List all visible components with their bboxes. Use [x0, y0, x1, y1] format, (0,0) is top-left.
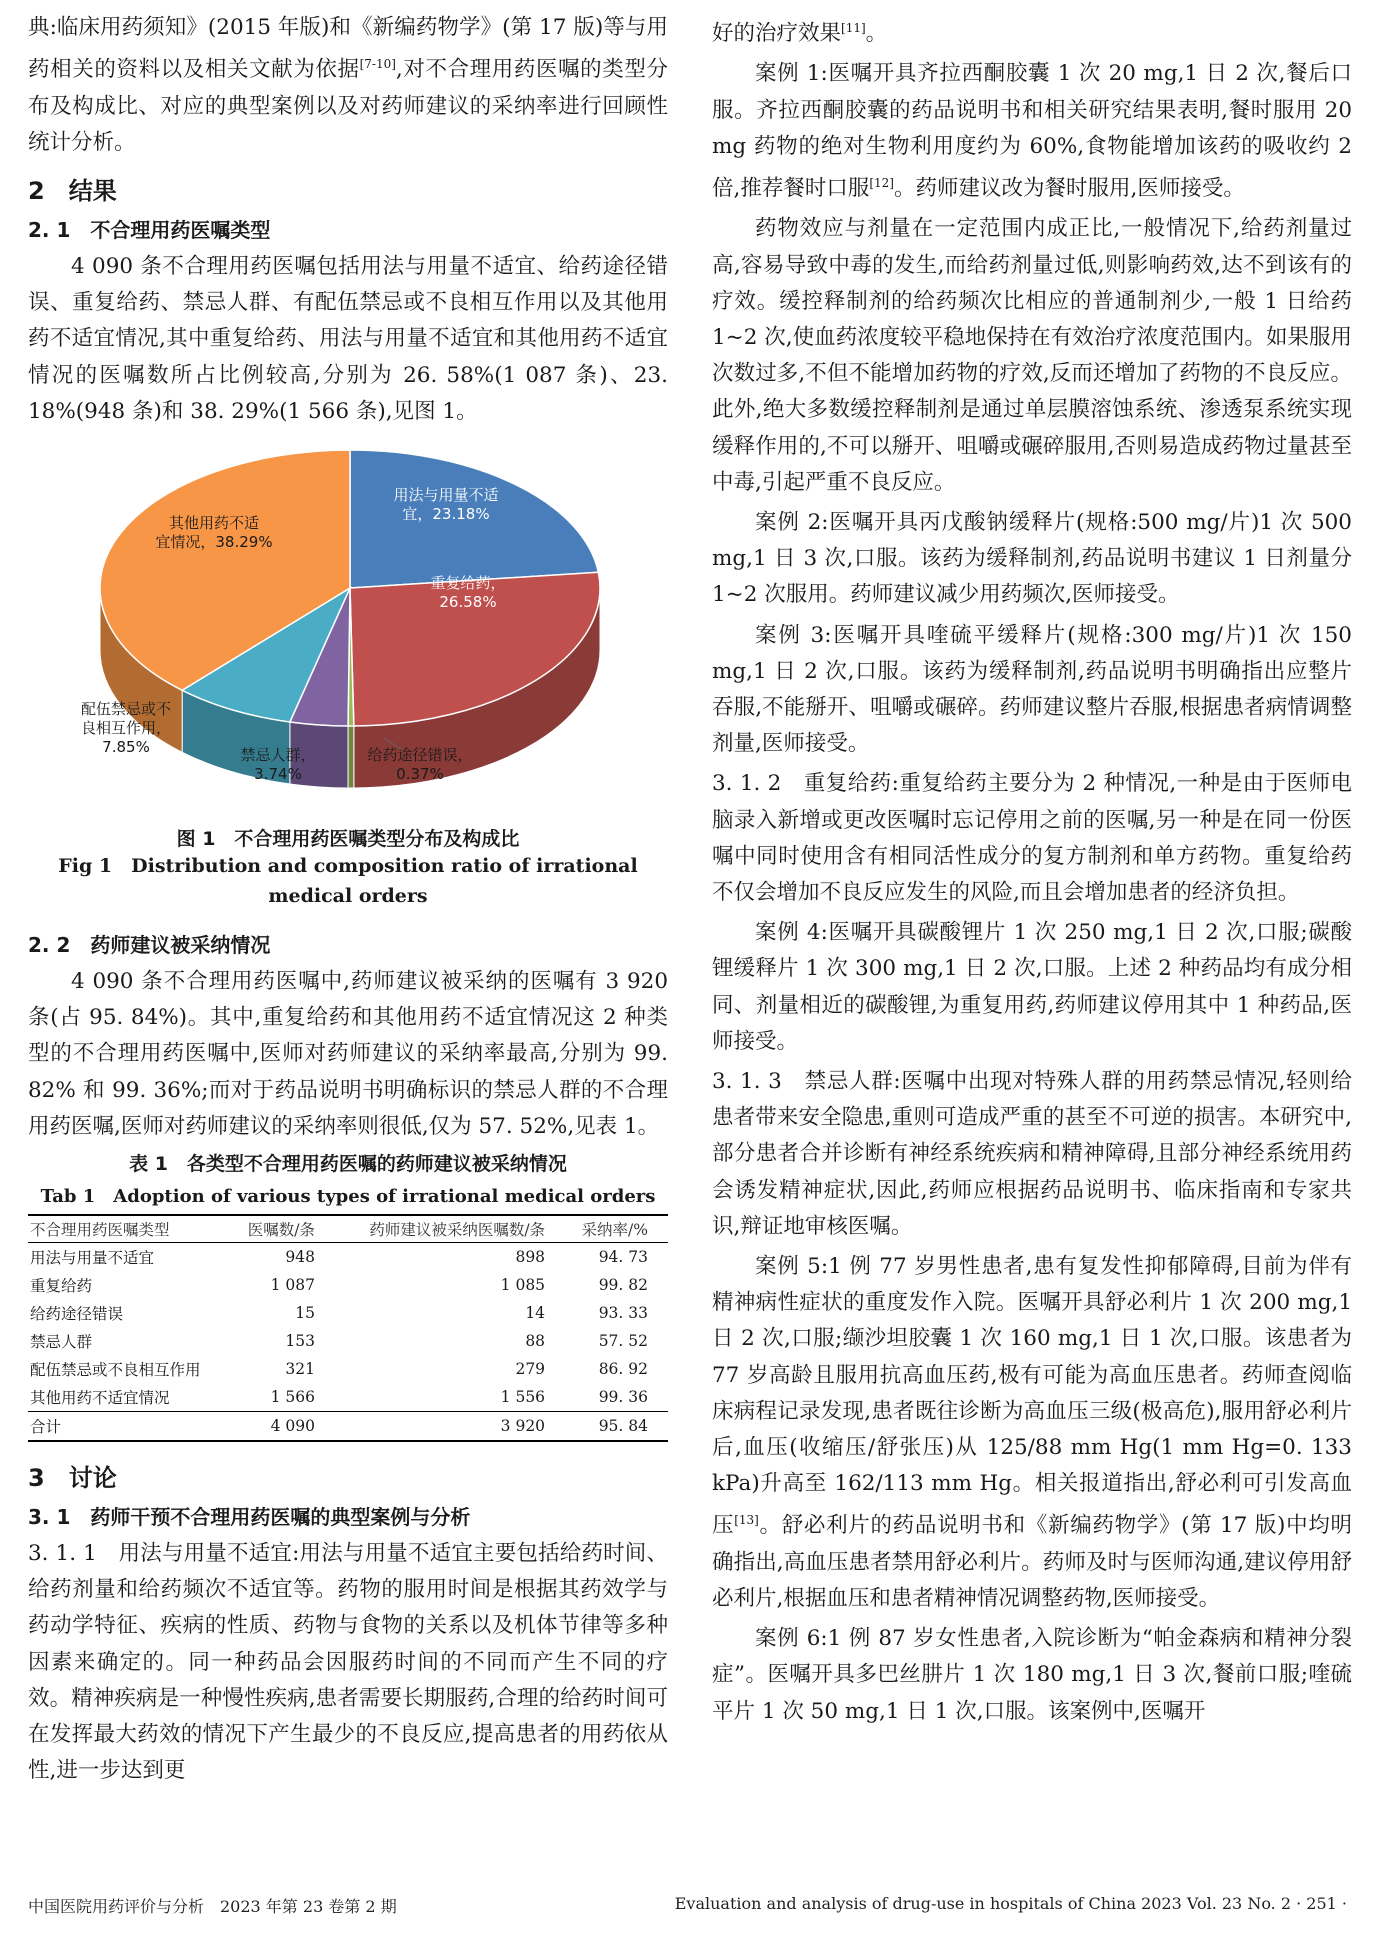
header-count: 医嘱数/条: [231, 1215, 335, 1243]
pie-chart-svg: [28, 438, 668, 818]
case-3: 案例 3:医嘱开具喹硫平缓释片(规格:300 mg/片)1 次 150 mg,1 日 2 次,口服。该药为缓释制剂,药品说明书明确指出应整片吞服,不能掰开、咀嚼或碾碎。药师建议整片吞服,根据患者病情调整剂量,医师接受。: [712, 622, 1352, 757]
footer-journal-en: Evaluation and analysis of drug-use in hospitals of China 2023 Vol. 23 No. 2 · 251 ·: [674, 1894, 1347, 1913]
case-1-tail: 。药师建议改为餐时服用,医师接受。: [893, 176, 1245, 202]
cell-rate: 93. 33: [598, 1304, 648, 1322]
cell-type: 用法与用量不适宜: [30, 1249, 155, 1267]
cell-type: 重复给药: [30, 1277, 93, 1295]
subsection-heading-2-2: 2. 2 药师建议被采纳情况: [28, 932, 271, 957]
cell-adopted: 14: [525, 1304, 546, 1322]
table-row: [28, 1327, 668, 1355]
table-caption-cn: 表 1 各类型不合理用药医嘱的药师建议被采纳情况: [129, 1153, 567, 1175]
table-row: [28, 1355, 668, 1383]
table-row: [28, 1383, 668, 1412]
continued-text-tail: 。: [865, 21, 888, 47]
case-5-tail: 。舒必利片的药品说明书和《新编药物学》(第 17 版)中均明确指出,高血压患者禁用舒必利片。药师及时与医师沟通,建议停用舒必利片,根据血压和患者精神情况调整药物,医师接受。: [712, 1513, 1352, 1611]
cell-rate: 99. 36: [598, 1388, 648, 1406]
cell-adopted: 898: [515, 1248, 546, 1266]
paragraph-dose: 药物效应与剂量在一定范围内成正比,一般情况下,给药剂量过高,容易导致中毒的发生,而给药剂量过低,则影响药效,达不到该有的疗效。缓控释制剂的给药频次比相应的普通制剂少,一般 1 日给药 1~2 次,使血药浓度较平稳地保持在有效治疗浓度范围内。如果服用次数过多,不但不能增加药物的疗效,反而还增加了药物的不良反应。此外,绝大多数缓控释制剂是通过单层膜溶蚀系统、渗透泵系统实现缓释作用的,不可以掰开、咀嚼或碾碎服用,否则易造成药物过量甚至中毒,引起严重不良反应。: [712, 216, 1352, 495]
pie-side-2: [348, 726, 354, 788]
case-2: 案例 2:医嘱开具丙戊酸钠缓释片(规格:500 mg/片)1 次 500 mg,1 日 3 次,口服。该药为缓释制剂,药品说明书建议 1 日剂量分 1~2 次服用。药师建议减少用药频次,医师接受。: [712, 509, 1352, 608]
pie-label-s5: 其他用药不适宜情况，38.29%: [155, 513, 273, 551]
table-row: [28, 1299, 668, 1327]
pie-label-s2: 给药途径错误， 0.37%: [367, 745, 473, 783]
case-5: [712, 1249, 1352, 1617]
cell-type: 禁忌人群: [30, 1333, 93, 1351]
cell-rate: 94. 73: [598, 1248, 648, 1266]
paragraph-continued: [712, 10, 1352, 52]
paragraph-3-1-1: 3. 1. 1 用法与用量不适宜:用法与用量不适宜主要包括给药时间、给药剂量和给药频次不适宜等。药物的服用时间是根据其药效学与药动学特征、疾病的性质、药物与食物的关系以及机体节律等多种因素来确定的。同一种药品会因服药时间的不同而产生不同的疗效。精神疾病是一种慢性疾病,患者需要长期服药,合理的给药时间可在发挥最大药效的情况下产生最少的不良反应,提高患者的用药依从性,进一步达到更: [28, 1541, 668, 1784]
cell-count: 1 087: [270, 1276, 315, 1294]
cell-adopted: 88: [525, 1332, 546, 1350]
cell-count: 1 566: [270, 1388, 315, 1406]
citation[interactable]: [7-10]: [359, 57, 396, 72]
table-caption-en: Tab 1 Adoption of various types of irrational medical orders: [40, 1186, 656, 1207]
subsection-heading-3-1: 3. 1 药师干预不合理用药医嘱的典型案例与分析: [28, 1505, 471, 1529]
figure-1-pie-chart: [28, 438, 668, 818]
case-1: [712, 56, 1352, 207]
cell-count: 321: [285, 1360, 315, 1378]
subsection-heading-2-1: 2. 1 不合理用药医嘱类型: [28, 217, 271, 242]
cell-count: 948: [285, 1248, 315, 1266]
paragraph-3-1-2: 3. 1. 2 重复给药:重复给药主要分为 2 种情况,一种是由于医师电脑录入新增或更改医嘱时忘记停用之前的医嘱,另一种是在同一份医嘱中同时使用含有相同活性成分的复方制剂和单方药物。重复给药不仅会增加不良反应发生的风险,而且会增加患者的经济负担。: [712, 771, 1352, 905]
header-adopted: 药师建议被采纳医嘱数/条: [335, 1215, 565, 1243]
case-5-text: 案例 5:1 例 77 岁男性患者,患有复发性抑郁障碍,目前为伴有精神病性症状的重度发作入院。医嘱开具舒必利片 1 次 200 mg,1 日 2 次,口服;缬沙坦胶囊 1 次 160 mg,1 日 1 次,口服。该患者为 77 岁高龄且服用抗高血压药,极有可能为高血压患者。药师查阅临床病程记录发现,患者既往诊断为高血压三级(极高危),服用舒必利片后,血压(收缩压/舒张压)从 125/88 mm Hg(1 mm Hg=0. 133 kPa)升高至 162/113 mm Hg。相关报道指出,舒必利可引发高血压: [712, 1254, 1352, 1539]
footer-journal-cn: 中国医院用药评价与分析 2023 年第 23 卷第 2 期: [28, 1897, 397, 1916]
case-1-text: 案例 1:医嘱开具齐拉西酮胶囊 1 次 20 mg,1 日 2 次,餐后口服。齐拉西酮胶囊的药品说明书和相关研究结果表明,餐时服用 20 mg 药物的绝对生物利用度约为 60%,食物能增加该药的吸收约 2 倍,推荐餐时口服: [712, 61, 1352, 202]
figure-caption-cn: 图 1 不合理用药医嘱类型分布及构成比: [176, 827, 520, 850]
header-rate: 采纳率/%: [565, 1215, 668, 1243]
cell-adopted: 3 920: [335, 1412, 565, 1442]
header-type: 不合理用药医嘱类型: [28, 1215, 231, 1243]
pie-label-s4: 配伍禁忌或不良相互作用， 7.85%: [80, 699, 172, 756]
table-total-row: [28, 1412, 668, 1442]
right-column: [712, 10, 1352, 1734]
table-row: [28, 1243, 668, 1272]
cell-count: 4 090: [231, 1412, 335, 1442]
cell-rate: 86. 92: [598, 1360, 648, 1378]
left-column: [28, 10, 668, 1793]
section-heading-discussion: 3 讨论: [28, 1464, 117, 1492]
cell-type: 配伍禁忌或不良相互作用: [30, 1361, 201, 1379]
pie-label-s3: 禁忌人群， 3.74%: [240, 745, 316, 783]
case-6: 案例 6:1 例 87 岁女性患者,入院诊断为“帕金森病和精神分裂症”。医嘱开具多巴丝肼片 1 次 180 mg,1 日 3 次,餐前口服;喹硫平片 1 次 50 mg,1 日 1 次,口服。该案例中,医嘱开: [712, 1626, 1352, 1724]
table-header-row: [28, 1215, 668, 1243]
cell-count: 153: [285, 1332, 315, 1350]
intro-text: 典:临床用药须知》(2015 年版)和《新编药物学》(第 17 版)等与用药相关的资料以及相关文献为依据: [28, 15, 668, 83]
cell-count: 15: [295, 1304, 315, 1322]
cell-rate: 57. 52: [598, 1332, 648, 1350]
table-1: [28, 1214, 668, 1442]
citation[interactable]: [13]: [734, 1513, 759, 1528]
figure-caption-en: Fig 1 Distribution and composition ratio of irrational medical orders: [58, 854, 638, 907]
citation[interactable]: [12]: [869, 175, 894, 190]
cell-type: 其他用药不适宜情况: [30, 1389, 170, 1407]
case-4: 案例 4:医嘱开具碳酸锂片 1 次 250 mg,1 日 2 次,口服;碳酸锂缓释片 1 次 300 mg,1 日 2 次,口服。上述 2 种药品均有成分相同、剂量相近的碳酸锂,为重复用药,药师建议停用其中 1 种药品,医师接受。: [712, 920, 1352, 1054]
cell-adopted: 1 085: [500, 1276, 546, 1294]
intro-paragraph: [28, 10, 668, 161]
cell-type: 给药途径错误: [30, 1305, 124, 1323]
cell-adopted: 1 556: [500, 1388, 546, 1406]
table-row: [28, 1271, 668, 1299]
cell-rate: 99. 82: [598, 1276, 648, 1294]
pie-label-s0: 用法与用量不适宜，23.18%: [393, 485, 499, 523]
cell-type: 合计: [28, 1412, 231, 1442]
paragraph-2-2: 4 090 条不合理用药医嘱中,药师建议被采纳的医嘱有 3 920 条(占 95. 84%)。其中,重复给药和其他用药不适宜情况这 2 种类型的不合理用药医嘱中,医师对药师建议的采纳率最高,分别为 99. 82% 和 99. 36%;而对于药品说明书明确标识的禁忌人群的不合理用药医嘱,医师对药师建议的采纳率则很低,仅为 57. 52%,见表 1。: [28, 968, 668, 1139]
paragraph-2-1: 4 090 条不合理用药医嘱包括用法与用量不适宜、给药途径错误、重复给药、禁忌人群、有配伍禁忌或不良相互作用以及其他用药不适宜情况,其中重复给药、用法与用量不适宜和其他用药不适宜情况的医嘱数所占比例较高,分别为 26. 58%(1 087 条)、23. 18%(948 条)和 38. 29%(1 566 条),见图 1。: [28, 253, 668, 424]
pie-top-faces: [100, 450, 600, 726]
continued-text: 好的治疗效果: [712, 21, 842, 47]
section-heading-results: 2 结果: [28, 176, 117, 205]
citation[interactable]: [11]: [841, 21, 866, 35]
paragraph-3-1-3: 3. 1. 3 禁忌人群:医嘱中出现对特殊人群的用药禁忌情况,轻则给患者带来安全隐患,重则可造成严重的甚至不可逆的损害。本研究中,部分患者合并诊断有神经系统疾病和精神障碍,且部分神经系统用药会诱发精神症状,因此,药师应根据药品说明书、临床指南和专家共识,辩证地审核医嘱。: [712, 1069, 1352, 1239]
pie-label-s1: 重复给药， 26.58%: [430, 573, 506, 611]
intro-text-tail: ,对不合理用药医嘱的类型分布及构成比、对应的典型案例以及对药师建议的采纳率进行回顾性统计分析。: [28, 57, 668, 155]
cell-adopted: 279: [515, 1360, 546, 1378]
cell-rate: 95. 84: [565, 1412, 668, 1442]
